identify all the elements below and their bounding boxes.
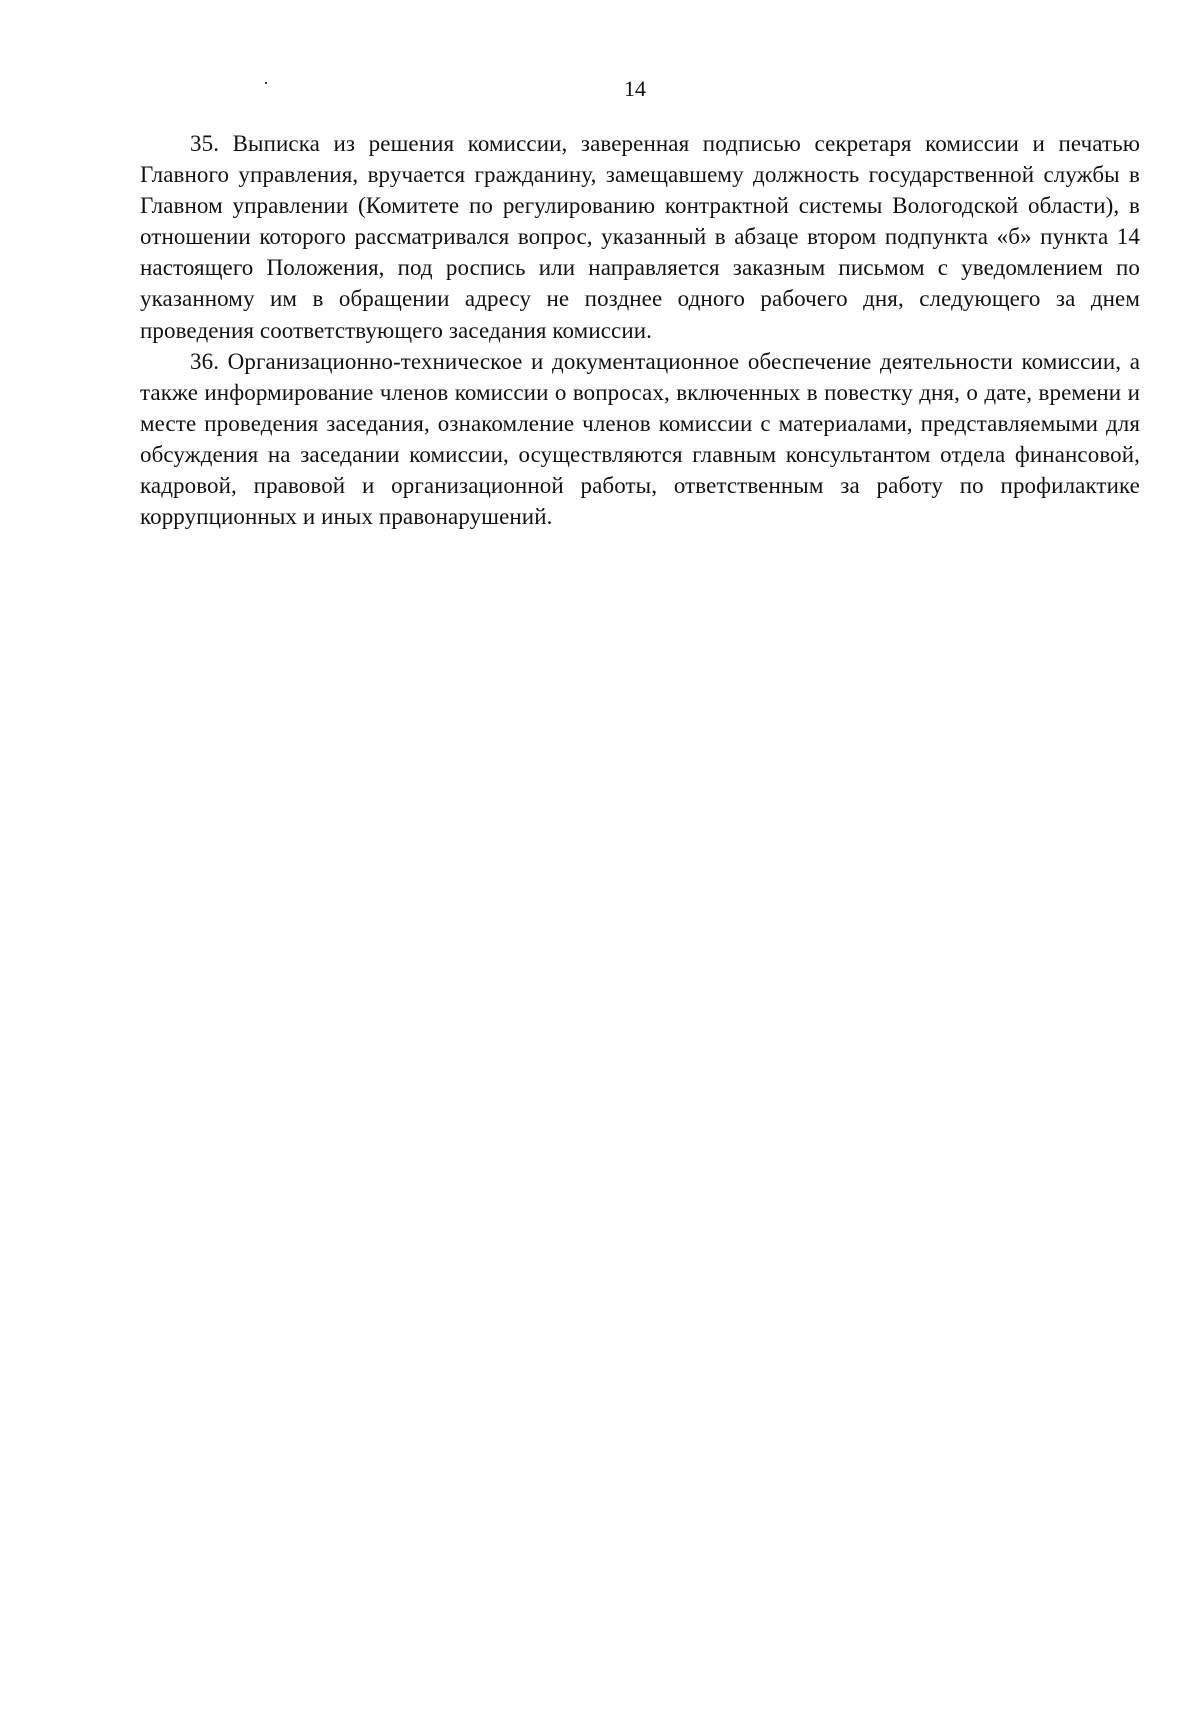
document-body: [140, 128, 1140, 532]
paragraph-36: 36. Организационно-техническое и документационное обеспечение деятельности комиссии, а также информирование членов комиссии о вопросах, включенных в повестку дня, о дате, времени и месте проведения заседания, ознакомление членов комиссии с материалами, представляемыми для обсуждения на заседании комиссии, осуществляются главным консультантом отдела финансовой, кадровой, правовой и организационной работы, ответственным за работу по профилактике коррупционных и иных правонарушений.: [140, 348, 1140, 530]
page-number: 14: [624, 76, 646, 101]
paragraph-35: 35. Выписка из решения комиссии, заверенная подписью секретаря комиссии и печатью Главного управления, вручается гражданину, замещавшему должность государственной службы в Главном управлении (Комитете по регулированию контрактной системы Вологодской области), в отношении которого рассматривался вопрос, указанный в абзаце втором подпункта «б» пункта 14 настоящего Положения, под роспись или направляется заказным письмом с уведомлением по указанному им в обращении адресу не позднее одного рабочего дня, следующего за днем проведения соответствующего заседания комиссии.: [140, 131, 1140, 343]
